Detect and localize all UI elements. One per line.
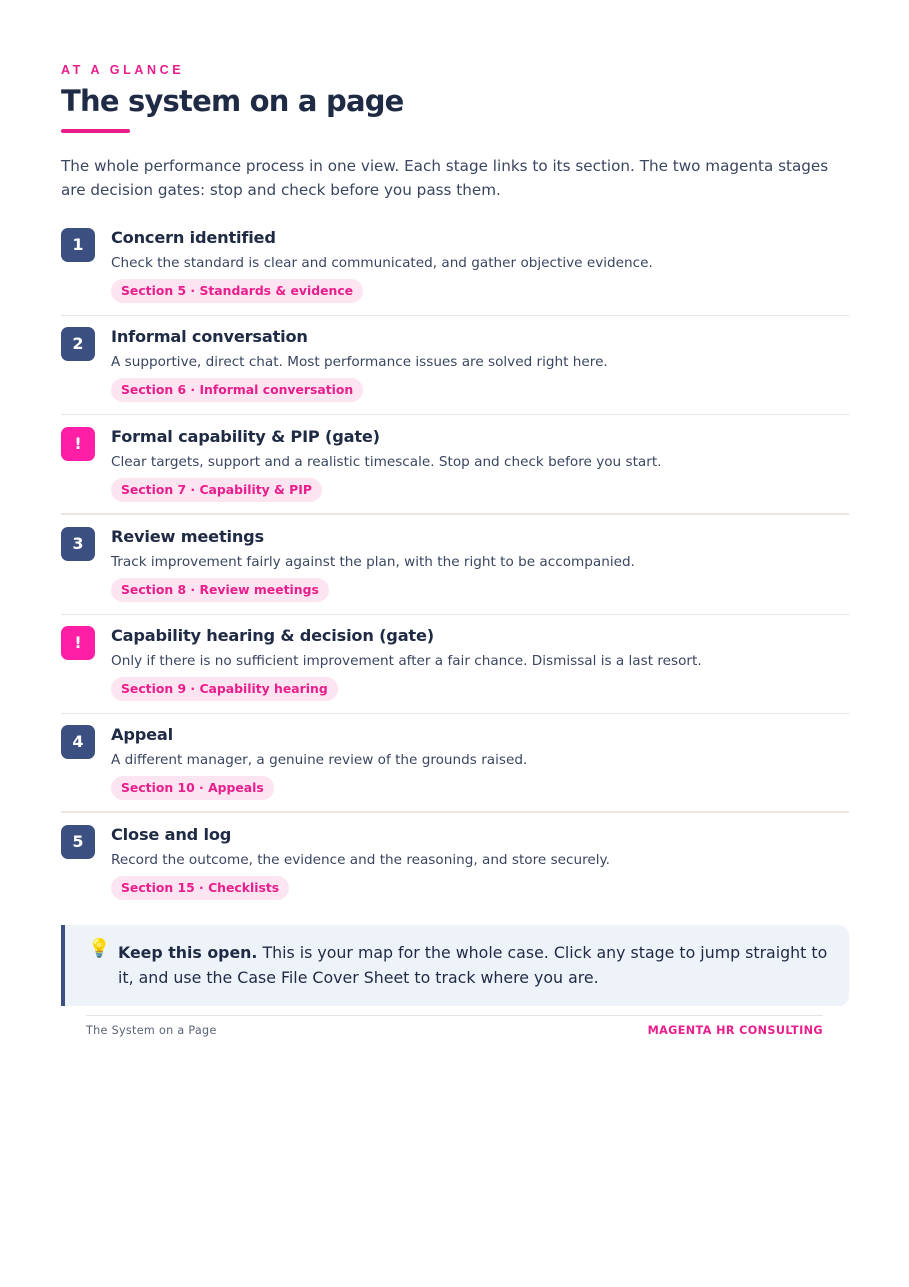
section-link[interactable]: Section 10 · Appeals	[111, 776, 274, 800]
step-capability-hearing-gate[interactable]	[61, 615, 849, 714]
step-title: Appeal	[111, 725, 173, 744]
section-eyebrow: AT A GLANCE	[61, 63, 185, 77]
step-description: A supportive, direct chat. Most performance issues are solved right here.	[111, 354, 608, 370]
title-underline	[61, 129, 130, 133]
page-title: The system on a page	[61, 84, 404, 118]
callout-lead: Keep this open.	[118, 943, 258, 962]
section-link[interactable]: Section 5 · Standards & evidence	[111, 279, 363, 303]
step-title: Formal capability & PIP (gate)	[111, 427, 380, 446]
footer-brand: MAGENTA HR CONSULTING	[647, 1024, 823, 1037]
section-link[interactable]: Section 6 · Informal conversation	[111, 378, 363, 402]
step-description: A different manager, a genuine review of the grounds raised.	[111, 752, 528, 768]
step-number-badge: 5	[61, 825, 95, 859]
step-description: Record the outcome, the evidence and the reasoning, and store securely.	[111, 852, 610, 868]
step-close-and-log[interactable]	[61, 814, 849, 913]
step-description: Clear targets, support and a realistic timescale. Stop and check before you start.	[111, 454, 662, 470]
step-appeal[interactable]	[61, 714, 849, 813]
step-review-meetings[interactable]	[61, 516, 849, 615]
step-concern-identified[interactable]	[61, 217, 849, 316]
step-description: Track improvement fairly against the plan, with the right to be accompanied.	[111, 554, 635, 570]
callout-body: This is your map for the whole case. Click any stage to jump straight to it, and use the Case File Cover Sheet to track where you are.	[118, 943, 828, 987]
intro-paragraph: The whole performance process in one view. Each stage links to its section. The two magenta stages are decision gates: stop and check before you pass them.	[61, 157, 829, 199]
step-number-badge: 1	[61, 228, 95, 262]
section-link[interactable]: Section 9 · Capability hearing	[111, 677, 338, 701]
footer-page-name: The System on a Page	[86, 1024, 217, 1037]
footer-divider	[86, 1015, 823, 1016]
step-title: Informal conversation	[111, 327, 308, 346]
step-number-badge: 4	[61, 725, 95, 759]
step-number-badge: 3	[61, 527, 95, 561]
step-title: Concern identified	[111, 228, 276, 247]
gate-alert-badge: !	[61, 427, 95, 461]
step-formal-capability-gate[interactable]	[61, 416, 849, 515]
section-link[interactable]: Section 8 · Review meetings	[111, 578, 329, 602]
step-title: Close and log	[111, 825, 232, 844]
section-link[interactable]: Section 15 · Checklists	[111, 876, 289, 900]
gate-alert-badge: !	[61, 626, 95, 660]
step-title: Review meetings	[111, 527, 264, 546]
tip-callout	[61, 925, 849, 1006]
step-informal-conversation[interactable]	[61, 316, 849, 415]
step-number-badge: 2	[61, 327, 95, 361]
step-description: Check the standard is clear and communicated, and gather objective evidence.	[111, 255, 653, 271]
callout-text	[118, 940, 836, 990]
step-description: Only if there is no sufficient improvement after a fair chance. Dismissal is a last resort.	[111, 653, 702, 669]
lightbulb-icon: 💡	[88, 938, 111, 959]
step-title: Capability hearing & decision (gate)	[111, 626, 434, 645]
section-link[interactable]: Section 7 · Capability & PIP	[111, 478, 322, 502]
